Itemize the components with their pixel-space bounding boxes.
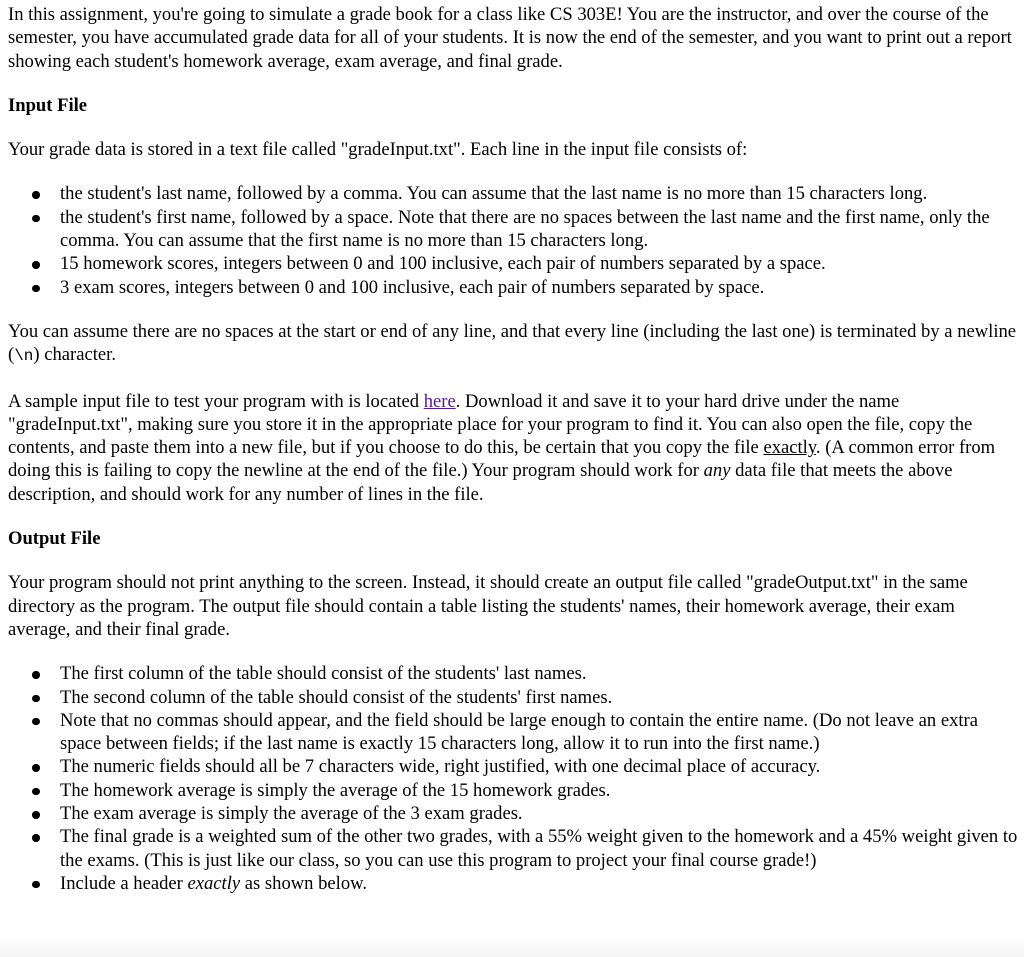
list-item-text: 3 exam scores, integers between 0 and 100 inclusive, each pair of numbers separated by space.: [60, 276, 765, 298]
sample-text-end: data file that meets the above description, and should work for any number of lines in the file.: [8, 460, 953, 505]
output-file-heading: Output File: [8, 528, 101, 550]
assumption-paragraph: [8, 320, 1018, 369]
sample-file-link[interactable]: here: [423, 390, 456, 412]
bullet-icon: [32, 788, 40, 796]
list-item: [60, 686, 1018, 709]
assumption-text: You can assume there are no spaces at the start or end of any line, and that every line (including the last one) is terminated by a newline (: [8, 320, 1017, 366]
list-item-text: the student's first name, followed by a space. Note that there are no spaces between the last name and the first name, only the comma. You can assume that the first name is no more than 15 characters long.: [60, 206, 990, 252]
newline-code: \n: [14, 347, 34, 366]
list-item-text: Note that no commas should appear, and the field should be large enough to contain the entire name. (Do not leave an extra space between fields; if the last name is exactly 15 characters long, allow it to run into the first name.): [60, 709, 978, 755]
list-item: [60, 872, 1018, 895]
bullet-icon: [32, 834, 40, 842]
bullet-icon: [32, 191, 40, 199]
list-item: [60, 802, 1018, 825]
list-item-text: The homework average is simply the average of the 15 homework grades.: [60, 779, 611, 801]
list-item: [60, 779, 1018, 802]
list-item-text-end: as shown below.: [240, 872, 368, 894]
input-file-lead: Your grade data is stored in a text file called "gradeInput.txt". Each line in the input file consists of:: [8, 139, 748, 161]
assumption-text-end: ) character.: [33, 344, 116, 366]
bullet-icon: [32, 764, 40, 772]
sample-text-start: A sample input file to test your program with is located: [8, 390, 424, 412]
list-item: [60, 252, 1018, 275]
document-body: [8, 3, 1018, 916]
list-item: [60, 182, 1018, 205]
exactly-emphasis: exactly: [187, 872, 241, 894]
list-item-text: 15 homework scores, integers between 0 and 100 inclusive, each pair of numbers separated by a space.: [60, 253, 826, 275]
list-item-text-start: Include a header: [60, 872, 188, 894]
bullet-icon: [32, 671, 40, 679]
bullet-icon: [32, 285, 40, 293]
list-item-text: The exam average is simply the average of the 3 exam grades.: [60, 803, 523, 825]
exactly-underlined: exactly: [763, 437, 816, 459]
bullet-icon: [32, 261, 40, 269]
intro-paragraph: In this assignment, you're going to simulate a grade book for a class like CS 303E! You are the instructor, and over the course of the semester, you have accumulated grade data for all of your students. It is now the end of the semester, and you want to print out a report showing each student's homework average, exam average, and final grade.: [8, 4, 1012, 72]
sample-text-middle: . Download it and save it to your hard drive under the name "gradeInput.txt", making sure you store it in the appropriate place for your program to find it. You can also open the file, copy the contents, and paste them into a new file, but if you choose to do this, be certain that you copy the file: [8, 390, 973, 459]
bullet-icon: [32, 881, 40, 889]
bullet-icon: [32, 811, 40, 819]
list-item: [60, 709, 1018, 756]
bullet-icon: [32, 695, 40, 703]
output-file-lead: Your program should not print anything to the screen. Instead, it should create an output file called "gradeOutput.txt" in the same directory as the program. The output file should contain a table listing the students' names, their homework average, their exam average, and their final grade.: [8, 572, 968, 640]
output-requirements-list: [8, 662, 1018, 895]
input-format-list: [8, 182, 1018, 298]
input-file-heading: Input File: [8, 94, 88, 116]
list-item: [60, 755, 1018, 778]
list-item: [60, 825, 1018, 872]
list-item: [60, 276, 1018, 299]
bullet-icon: [32, 718, 40, 726]
list-item-text: The first column of the table should consist of the students' last names.: [60, 663, 587, 685]
list-item-text: The final grade is a weighted sum of the other two grades, with a 55% weight given to the homework and a 45% weight given to the exams. (This is just like our class, so you can use this program to project your final course grade!): [60, 826, 1018, 871]
list-item-text: The second column of the table should consist of the students' first names.: [60, 686, 613, 708]
sample-text-middle-2: . (A common error from doing this is failing to copy the newline at the end of the file.) Your program should work for: [8, 437, 996, 482]
list-item-text: the student's last name, followed by a comma. You can assume that the last name is no more than 15 characters long.: [60, 183, 928, 205]
sample-file-paragraph: [8, 390, 1018, 506]
any-emphasis: any: [703, 460, 731, 482]
list-item: [60, 662, 1018, 685]
list-item-text: The numeric fields should all be 7 characters wide, right justified, with one decimal place of accuracy.: [60, 756, 821, 778]
bullet-icon: [32, 215, 40, 223]
bottom-fade: [0, 935, 1024, 957]
list-item: [60, 206, 1018, 253]
